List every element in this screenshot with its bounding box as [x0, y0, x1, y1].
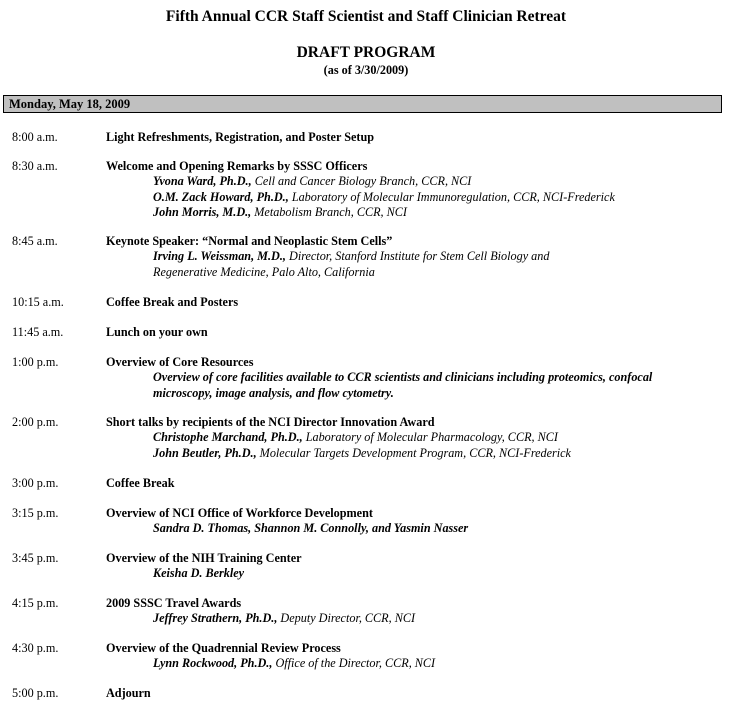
session-description: microscopy, image analysis, and flow cytometry. — [153, 385, 394, 400]
speaker-name: Yvona Ward, Ph.D., — [153, 174, 252, 188]
speaker-affiliation: Molecular Targets Development Program, CCR, NCI-Frederick — [259, 445, 571, 460]
row-title: Overview of Core Resources — [106, 355, 254, 369]
speaker-affiliation: Laboratory of Molecular Immunoregulation, CCR, NCI-Frederick — [291, 189, 615, 204]
speaker-line — [153, 446, 571, 462]
row-title: Adjourn — [106, 686, 151, 700]
row-time: 1:00 p.m. — [12, 355, 59, 369]
speaker-line — [153, 611, 415, 627]
presenter-names: Sandra D. Thomas, Shannon M. Connolly, and Yasmin Nasser — [153, 521, 469, 535]
row-title: Short talks by recipients of the NCI Director Innovation Award — [106, 415, 435, 429]
row-time: 8:30 a.m. — [12, 159, 58, 173]
speaker-name: Lynn Rockwood, Ph.D., — [153, 656, 273, 670]
row-title: Keynote Speaker: “Normal and Neoplastic Stem Cells” — [106, 234, 393, 248]
document-subtitle: DRAFT PROGRAM — [296, 44, 436, 61]
day-header: Monday, May 18, 2009 — [3, 95, 722, 113]
row-title: Overview of the Quadrennial Review Process — [106, 641, 341, 655]
speaker-name: Jeffrey Strathern, Ph.D., — [153, 611, 278, 625]
speaker-line — [153, 430, 558, 446]
speaker-line — [153, 656, 435, 672]
speaker-affiliation: Office of the Director, CCR, NCI — [275, 656, 436, 670]
speaker-name: O.M. Zack Howard, Ph.D., — [153, 189, 289, 204]
speaker-name: Irving L. Weissman, M.D., — [153, 249, 286, 263]
row-title: Lunch on your own — [106, 325, 208, 339]
speaker-name: John Morris, M.D., — [153, 205, 252, 219]
row-title: Coffee Break — [106, 476, 175, 490]
session-description: Overview of core facilities available to CCR scientists and clinicians including proteomics, confocal — [153, 370, 653, 384]
row-title: Light Refreshments, Registration, and Poster Setup — [106, 130, 375, 144]
speaker-name: Christophe Marchand, Ph.D., — [153, 430, 303, 444]
speaker-affiliation-continued: Regenerative Medicine, Palo Alto, California — [153, 264, 375, 279]
row-title: Welcome and Opening Remarks by SSSC Officers — [106, 159, 368, 173]
row-time: 4:15 p.m. — [12, 596, 59, 610]
document-date-note: (as of 3/30/2009) — [323, 63, 409, 77]
row-time: 11:45 a.m. — [12, 325, 64, 339]
row-time: 8:00 a.m. — [12, 130, 58, 144]
row-time: 3:45 p.m. — [12, 551, 59, 565]
row-title: Overview of the NIH Training Center — [106, 551, 302, 565]
speaker-line — [153, 174, 471, 190]
speaker-affiliation: Cell and Cancer Biology Branch, CCR, NCI — [254, 174, 472, 188]
row-title: Coffee Break and Posters — [106, 295, 239, 309]
row-title: 2009 SSSC Travel Awards — [106, 596, 242, 610]
row-time: 5:00 p.m. — [12, 686, 59, 700]
speaker-line — [153, 190, 615, 206]
row-title: Overview of NCI Office of Workforce Development — [106, 506, 373, 520]
row-time: 2:00 p.m. — [12, 415, 59, 429]
speaker-affiliation: Laboratory of Molecular Pharmacology, CCR, NCI — [305, 430, 558, 444]
row-time: 3:00 p.m. — [12, 476, 59, 490]
row-time: 10:15 a.m. — [12, 295, 64, 309]
row-time: 4:30 p.m. — [12, 641, 59, 655]
speaker-affiliation: Metabolism Branch, CCR, NCI — [254, 205, 407, 219]
speaker-line — [153, 205, 407, 221]
speaker-line — [153, 249, 549, 265]
presenter-names: Keisha D. Berkley — [153, 566, 245, 580]
row-time: 3:15 p.m. — [12, 506, 59, 520]
speaker-name: John Beutler, Ph.D., — [153, 445, 257, 460]
speaker-affiliation: Director, Stanford Institute for Stem Cell Biology and — [289, 249, 550, 263]
document-title: Fifth Annual CCR Staff Scientist and Staff Clinician Retreat — [165, 8, 567, 25]
speaker-affiliation: Deputy Director, CCR, NCI — [280, 611, 416, 625]
row-time: 8:45 a.m. — [12, 234, 58, 248]
